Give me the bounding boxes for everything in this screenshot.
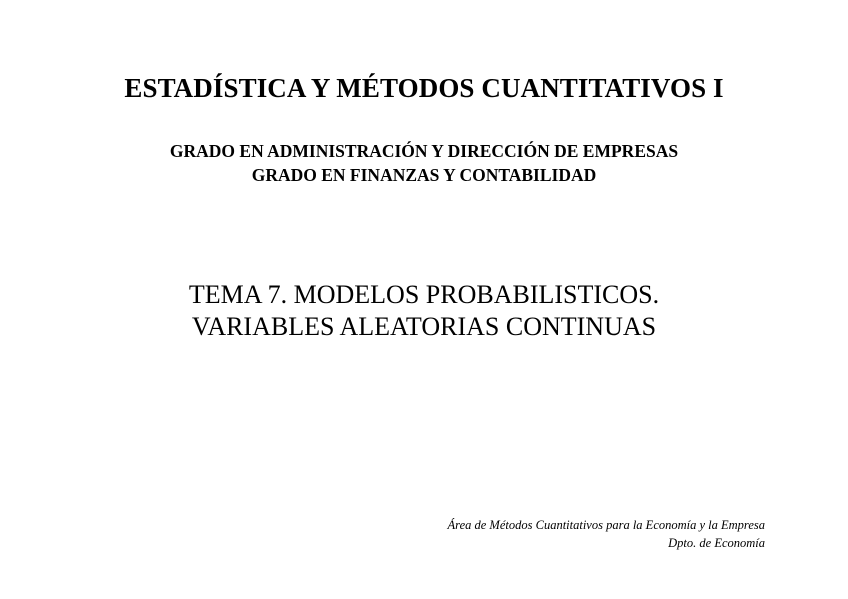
course-title: ESTADÍSTICA Y MÉTODOS CUANTITATIVOS I — [124, 73, 724, 103]
department-footer — [448, 516, 765, 552]
degree-line-1: GRADO EN ADMINISTRACIÓN Y DIRECCIÓN DE EMPRESAS — [169, 141, 679, 161]
footer-department: Dpto. de Economía — [668, 536, 765, 550]
topic-line-2: VARIABLES ALEATORIAS CONTINUAS — [191, 312, 657, 341]
degree-list — [0, 139, 848, 187]
footer-area: Área de Métodos Cuantitativos para la Economía y la Empresa — [447, 518, 765, 532]
topic-title — [0, 279, 848, 343]
degree-line-2: GRADO EN FINANZAS Y CONTABILIDAD — [251, 165, 597, 185]
topic-line-1: TEMA 7. MODELOS PROBABILISTICOS. — [188, 280, 660, 309]
